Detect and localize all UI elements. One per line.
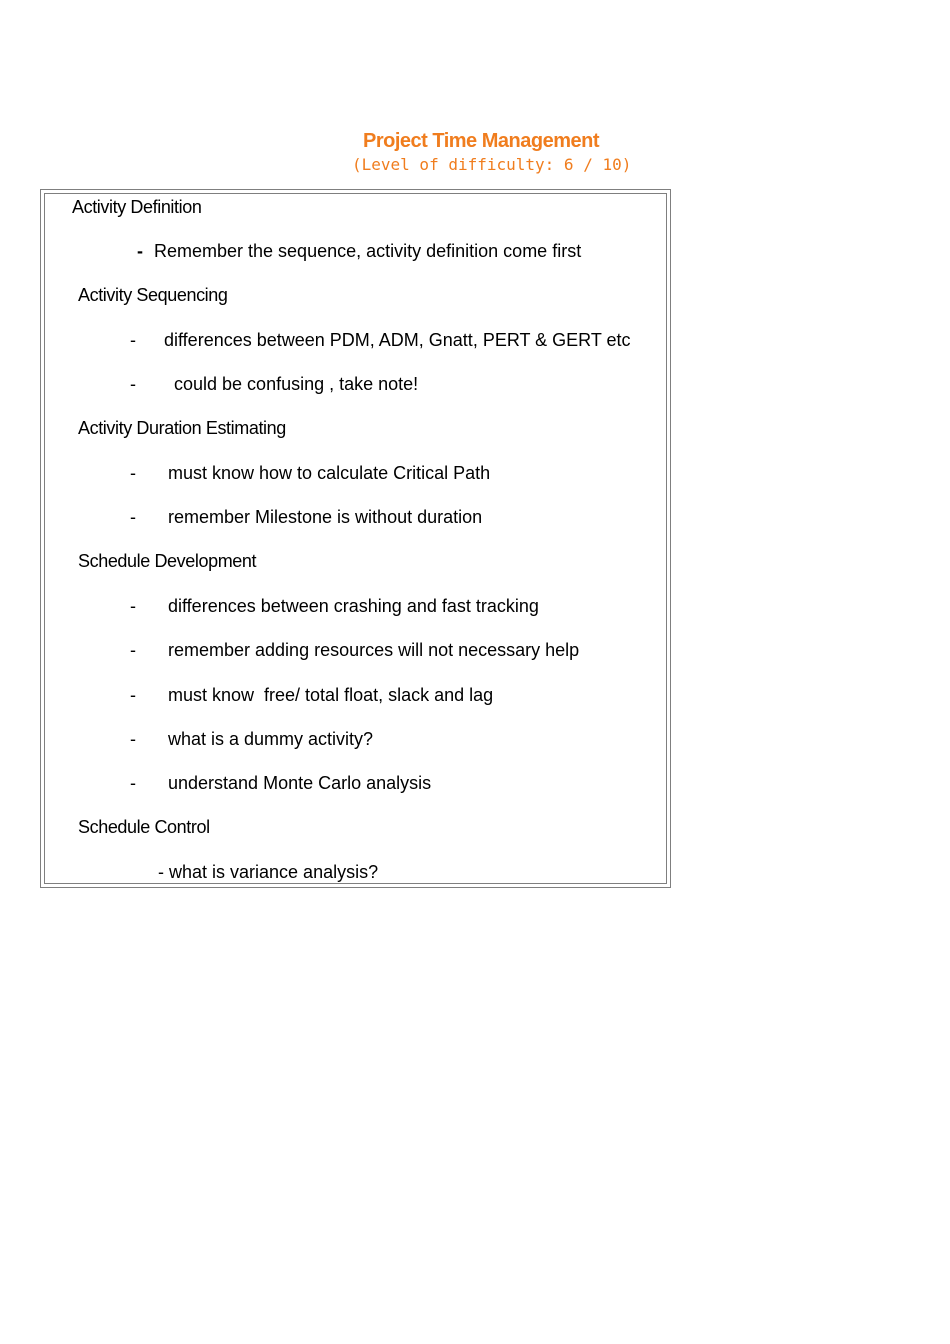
section-heading-schedule-control: Schedule Control — [78, 817, 210, 837]
bullet-dash: - — [130, 773, 136, 793]
list-item: - what is variance analysis? — [158, 862, 379, 882]
list-item: must know free/ total float, slack and lag — [168, 685, 494, 705]
list-item: remember adding resources will not necessary help — [168, 640, 580, 660]
list-item: remember Milestone is without duration — [168, 507, 483, 527]
bullet-dash: - — [137, 241, 143, 261]
list-item: must know how to calculate Critical Path — [168, 463, 491, 483]
bullet-dash: - — [130, 685, 136, 705]
section-heading-activity-sequencing: Activity Sequencing — [78, 285, 228, 305]
difficulty-subtitle: (Level of difficulty: 6 / 10) — [352, 155, 632, 174]
content-box-inner — [44, 193, 667, 884]
bullet-dash: - — [130, 330, 136, 350]
section-heading-schedule-development: Schedule Development — [78, 551, 257, 571]
list-item: could be confusing , take note! — [174, 374, 419, 394]
list-item: differences between PDM, ADM, Gnatt, PERT & GERT etc — [164, 330, 631, 350]
bullet-dash: - — [130, 640, 136, 660]
bullet-dash: - — [130, 374, 136, 394]
bullet-dash: - — [130, 729, 136, 749]
bullet-dash: - — [130, 463, 136, 483]
bullet-dash: - — [130, 507, 136, 527]
content-box — [40, 189, 671, 888]
section-heading-activity-duration-estimating: Activity Duration Estimating — [78, 418, 286, 438]
bullet-dash: - — [130, 596, 136, 616]
list-item: what is a dummy activity? — [168, 729, 374, 749]
list-item: differences between crashing and fast tracking — [168, 596, 539, 616]
list-item: Remember the sequence, activity definition come first — [154, 241, 582, 261]
page-title: Project Time Management — [363, 130, 599, 152]
list-item: understand Monte Carlo analysis — [168, 773, 432, 793]
section-heading-activity-definition: Activity Definition — [72, 197, 202, 217]
